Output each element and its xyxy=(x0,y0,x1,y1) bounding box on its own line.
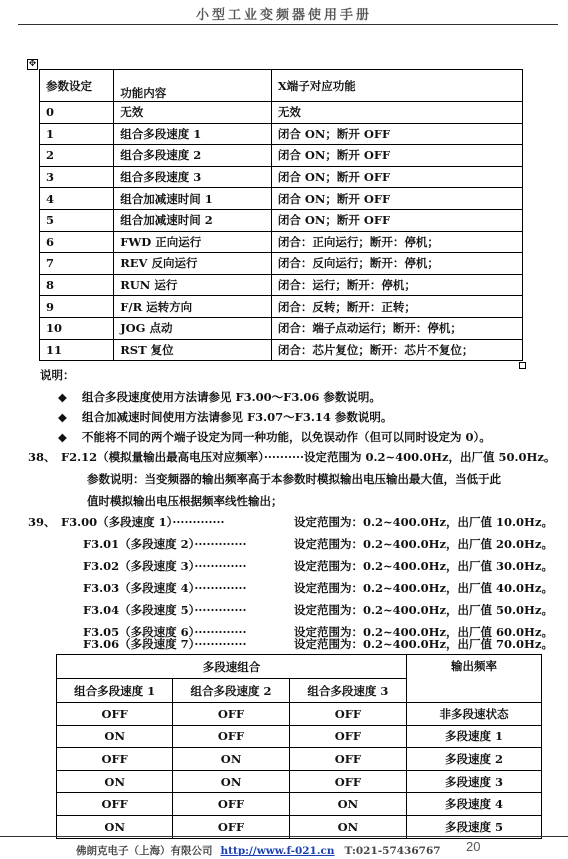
param-38-text: F2.12（模拟量输出最高电压对应频率）··········设定范围为 0.2~400.0Hz，出厂值 50.0Hz。 xyxy=(61,450,556,464)
cell-s2: ON xyxy=(173,770,289,793)
cell-s3: ON xyxy=(289,793,406,816)
header-speed-1: 组合多段速度 1 xyxy=(57,679,173,703)
cell-x-function: 闭合：反向运行；断开：停机； xyxy=(271,253,522,275)
cell-param: 3 xyxy=(40,166,114,188)
cell-x-function: 闭合 ON；断开 OFF xyxy=(271,166,522,188)
cell-function: 组合多段速度 3 xyxy=(114,166,272,188)
note-text: 不能将不同的两个端子设定为同一种功能，以免误动作（但可以同时设定为 0）。 xyxy=(82,430,491,444)
cell-s3: OFF xyxy=(289,725,406,748)
header-divider xyxy=(18,24,558,25)
cell-function: 组合加减速时间 2 xyxy=(114,209,272,231)
table-row xyxy=(40,296,523,318)
cell-function: 组合多段速度 2 xyxy=(114,145,272,167)
param-range: 设定范围为：0.2~400.0Hz，出厂值 60.0Hz。 xyxy=(294,625,553,639)
table-header-row xyxy=(57,655,542,679)
param-code: F3.01（多段速度 2）············· xyxy=(83,537,247,551)
diamond-bullet-icon: ◆ xyxy=(58,390,67,404)
param-38 xyxy=(28,449,555,465)
cell-x-function: 闭合：正向运行；断开：停机； xyxy=(271,231,522,253)
table-row xyxy=(57,770,542,793)
cell-x-function: 闭合：运行；断开：停机； xyxy=(271,274,522,296)
cell-param: 8 xyxy=(40,274,114,296)
cell-s3: OFF xyxy=(289,770,406,793)
cell-param: 0 xyxy=(40,102,114,124)
cell-output: 多段速度 3 xyxy=(407,770,542,793)
cell-s1: ON xyxy=(57,815,173,838)
table-row xyxy=(57,748,542,771)
cell-function: 无效 xyxy=(114,102,272,124)
param-range: 设定范围为：0.2~400.0Hz，出厂值 30.0Hz。 xyxy=(294,559,553,573)
header-x-terminal: X端子对应功能 xyxy=(271,70,522,102)
note-item xyxy=(58,429,491,445)
cell-x-function: 闭合 ON；断开 OFF xyxy=(271,145,522,167)
param-39-row xyxy=(28,514,553,530)
table-move-handle-icon[interactable]: ✥ xyxy=(28,59,37,69)
cell-param: 7 xyxy=(40,253,114,275)
table-row xyxy=(40,317,523,339)
cell-output: 多段速度 4 xyxy=(407,793,542,816)
table-row xyxy=(40,102,523,124)
param-code: F3.00（多段速度 1）············· xyxy=(61,515,225,529)
cell-param: 2 xyxy=(40,145,114,167)
cell-param: 10 xyxy=(40,317,114,339)
header-param: 参数设定 xyxy=(40,70,114,102)
table-row xyxy=(40,339,523,361)
table-row xyxy=(40,188,523,210)
table-row xyxy=(40,253,523,275)
cell-output: 多段速度 2 xyxy=(407,748,542,771)
diamond-bullet-icon: ◆ xyxy=(58,430,67,444)
header-function: 功能内容 xyxy=(114,70,272,102)
table-row xyxy=(40,145,523,167)
cell-s1: ON xyxy=(57,770,173,793)
cell-s2: ON xyxy=(173,748,289,771)
table-row xyxy=(40,166,523,188)
cell-x-function: 闭合 ON；断开 OFF xyxy=(271,123,522,145)
cell-x-function: 闭合：端子点动运行；断开：停机； xyxy=(271,317,522,339)
cell-output: 非多段速状态 xyxy=(407,703,542,726)
cell-s3: OFF xyxy=(289,748,406,771)
table-row xyxy=(40,274,523,296)
table-row xyxy=(40,209,523,231)
note-text: 组合加减速时间使用方法请参见 F3.07～F3.14 参数说明。 xyxy=(82,410,393,424)
page-footer xyxy=(76,843,441,858)
multi-speed-table xyxy=(56,654,542,839)
page-header-title: 小型工业变频器使用手册 xyxy=(195,8,372,23)
notes-label: 说明： xyxy=(40,368,75,382)
param-code: F3.03（多段速度 4）············· xyxy=(83,581,247,595)
table-resize-handle[interactable] xyxy=(519,362,526,369)
table-row xyxy=(40,123,523,145)
param-38-desc-line2: 值时模拟输出电压根据频率线性输出； xyxy=(87,494,283,508)
cell-s2: OFF xyxy=(173,725,289,748)
cell-function: RST 复位 xyxy=(114,339,272,361)
cell-s2: OFF xyxy=(173,703,289,726)
cell-s1: OFF xyxy=(57,793,173,816)
param-range: 设定范围为：0.2~400.0Hz，出厂值 50.0Hz。 xyxy=(294,603,553,617)
cell-param: 11 xyxy=(40,339,114,361)
cell-param: 4 xyxy=(40,188,114,210)
table-row xyxy=(57,815,542,838)
param-code: F3.05（多段速度 6）············· xyxy=(83,625,247,639)
param-range: 设定范围为：0.2~400.0Hz，出厂值 70.0Hz。 xyxy=(294,637,553,651)
cell-param: 1 xyxy=(40,123,114,145)
param-39-row xyxy=(61,558,551,574)
param-range: 设定范围为：0.2~400.0Hz，出厂值 10.0Hz。 xyxy=(294,515,553,529)
param-39-row xyxy=(61,536,551,552)
table-row xyxy=(57,703,542,726)
cell-function: 组合加减速时间 1 xyxy=(114,188,272,210)
param-code: F3.04（多段速度 5）············· xyxy=(83,603,247,617)
note-item xyxy=(58,389,381,405)
param-code: F3.06（多段速度 7）············· xyxy=(83,637,247,651)
cell-function: F/R 运转方向 xyxy=(114,296,272,318)
cell-x-function: 闭合：芯片复位；断开：芯片不复位； xyxy=(271,339,522,361)
note-text: 组合多段速度使用方法请参见 F3.00～F3.06 参数说明。 xyxy=(82,390,381,404)
cell-s1: ON xyxy=(57,725,173,748)
param-39-row xyxy=(61,636,551,652)
footer-url-link[interactable]: http://www.f-021.cn xyxy=(220,845,335,857)
cell-function: JOG 点动 xyxy=(114,317,272,339)
cell-param: 9 xyxy=(40,296,114,318)
cell-function: RUN 运行 xyxy=(114,274,272,296)
cell-s3: ON xyxy=(289,815,406,838)
header-speed-3: 组合多段速度 3 xyxy=(289,679,406,703)
footer-divider xyxy=(0,836,568,837)
note-item xyxy=(58,409,392,425)
cell-x-function: 闭合 ON；断开 OFF xyxy=(271,188,522,210)
footer-company: 佛朗克电子（上海）有限公司 xyxy=(76,845,213,857)
header-output: 输出频率 xyxy=(407,655,542,703)
diamond-bullet-icon: ◆ xyxy=(58,410,67,424)
cell-param: 6 xyxy=(40,231,114,253)
cell-param: 5 xyxy=(40,209,114,231)
param-39-row xyxy=(61,580,551,596)
cell-output: 多段速度 1 xyxy=(407,725,542,748)
cell-x-function: 无效 xyxy=(271,102,522,124)
cell-s3: OFF xyxy=(289,703,406,726)
cell-s1: OFF xyxy=(57,748,173,771)
param-range: 设定范围为：0.2~400.0Hz，出厂值 40.0Hz。 xyxy=(294,581,553,595)
table-header-row xyxy=(40,70,523,102)
cell-s2: OFF xyxy=(173,815,289,838)
cell-x-function: 闭合：反转；断开：正转； xyxy=(271,296,522,318)
param-39-row xyxy=(61,602,551,618)
cell-function: REV 反向运行 xyxy=(114,253,272,275)
table-row xyxy=(40,231,523,253)
table-row xyxy=(57,793,542,816)
header-speed-2: 组合多段速度 2 xyxy=(173,679,289,703)
header-group: 多段速组合 xyxy=(57,655,407,679)
param-38-desc-line1: 参数说明：当变频器的输出频率高于本参数时模拟输出电压输出最大值，当低于此 xyxy=(87,472,501,486)
page-number: 20 xyxy=(466,839,481,854)
cell-output: 多段速度 5 xyxy=(407,815,542,838)
terminal-function-table xyxy=(39,69,523,361)
cell-s2: OFF xyxy=(173,793,289,816)
footer-phone: T:021-57436767 xyxy=(344,845,441,857)
param-code: F3.02（多段速度 3）············· xyxy=(83,559,247,573)
cell-function: FWD 正向运行 xyxy=(114,231,272,253)
cell-x-function: 闭合 ON；断开 OFF xyxy=(271,209,522,231)
cell-s1: OFF xyxy=(57,703,173,726)
cell-function: 组合多段速度 1 xyxy=(114,123,272,145)
param-range: 设定范围为：0.2~400.0Hz，出厂值 20.0Hz。 xyxy=(294,537,553,551)
param-number: 38、 xyxy=(28,450,56,464)
table-row xyxy=(57,725,542,748)
param-number: 39、 xyxy=(28,515,56,529)
